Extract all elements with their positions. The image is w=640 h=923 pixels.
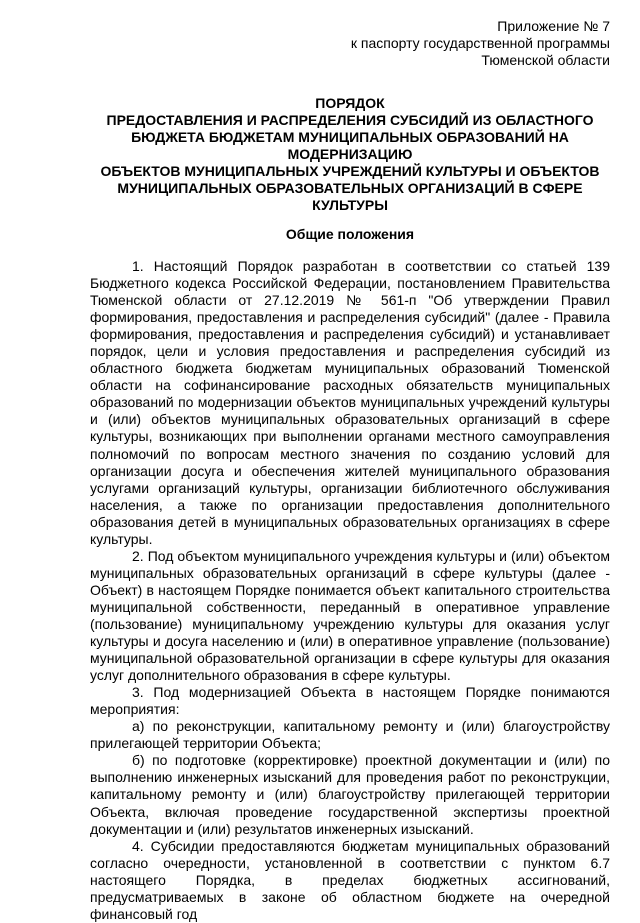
- title-line-2: ПРЕДОСТАВЛЕНИЯ И РАСПРЕДЕЛЕНИЯ СУБСИДИЙ ИЗ ОБЛАСТНОГО: [106, 112, 594, 128]
- title-line-7: КУЛЬТУРЫ: [312, 197, 388, 213]
- section-heading: Общие положения: [285, 226, 415, 242]
- appendix-number: Приложение № 7: [497, 18, 610, 34]
- appendix-reference: к паспорту государственной программы: [350, 35, 610, 51]
- document-body: [90, 258, 610, 923]
- paragraph-4: 4. Субсидии предоставляются бюджетам муниципальных образований согласно очередности, установленной в соответствии с пунктом 6.7 настоящего Порядка, в пределах бюджетных ассигнований, предусматриваемых в законе об областном бюджете на очередной финансовый год: [90, 837, 610, 922]
- document-title: [90, 95, 610, 214]
- appendix-note: [351, 18, 610, 69]
- title-line-4: МОДЕРНИЗАЦИЮ: [287, 146, 413, 162]
- paragraph-3a: а) по реконструкции, капитальному ремонту и (или) благоустройству прилегающей территории Объекта;: [90, 718, 610, 752]
- paragraph-3: 3. Под модернизацией Объекта в настоящем Порядке понимаются мероприятия:: [90, 684, 610, 718]
- paragraph-2: 2. Под объектом муниципального учреждения культуры и (или) объектом муниципальных образовательных организаций в сфере культуры (далее - Объект) в настоящем Порядке понимается объект капитального строительства муниципальной собственности, переданный в оперативное управление (пользование) муниципальному учреждению культуры для оказания услуг культуры и досуга населению и (или) в оперативное управление (пользование) муниципальной образовательной организации в сфере культуры для оказания услуг дополнительного образования в сфере культуры.: [90, 547, 610, 684]
- title-line-5: ОБЪЕКТОВ МУНИЦИПАЛЬНЫХ УЧРЕЖДЕНИЙ КУЛЬТУРЫ И ОБЪЕКТОВ: [100, 163, 600, 179]
- title-line-6: МУНИЦИПАЛЬНЫХ ОБРАЗОВАТЕЛЬНЫХ ОРГАНИЗАЦИЙ В СФЕРЕ: [117, 180, 583, 196]
- title-line-1: ПОРЯДОК: [315, 95, 385, 111]
- paragraph-3b: б) по подготовке (корректировке) проектной документации и (или) по выполнению инженерных изысканий для проведения работ по реконструкции, капитальному ремонту и (или) благоустройству прилегающей территории Объекта, включая проведение государственной экспертизы проектной документации и (или) результатов инженерных изысканий.: [90, 752, 610, 837]
- paragraph-1: 1. Настоящий Порядок разработан в соответствии со статьей 139 Бюджетного кодекса Российской Федерации, постановлением Правительства Тюменской области от 27.12.2019 № 561-п "Об утверждении Правил формирования, предоставления и распределения субсидий" (далее - Правила формирования, предоставления и распределения субсидий) и устанавливает порядок, цели и условия предоставления и распределения субсидий из областного бюджета бюджетам муниципальных образований Тюменской области на софинансирование расходных обязательств муниципальных образований по модернизации объектов муниципальных учреждений культуры и (или) объектов муниципальных образовательных организаций в сфере культуры, возникающих при выполнении органами местного самоуправления полномочий по вопросам местного значения по созданию условий для организации досуга и обеспечения жителей муниципального образования услугами организаций культуры, организации библиотечного обслуживания населения, а также по организации предоставления дополнительного образования детей в муниципальных образовательных организациях в сфере культуры.: [90, 258, 610, 547]
- appendix-region: Тюменской области: [481, 52, 610, 68]
- title-line-3: БЮДЖЕТА БЮДЖЕТАМ МУНИЦИПАЛЬНЫХ ОБРАЗОВАНИЙ НА: [131, 129, 569, 145]
